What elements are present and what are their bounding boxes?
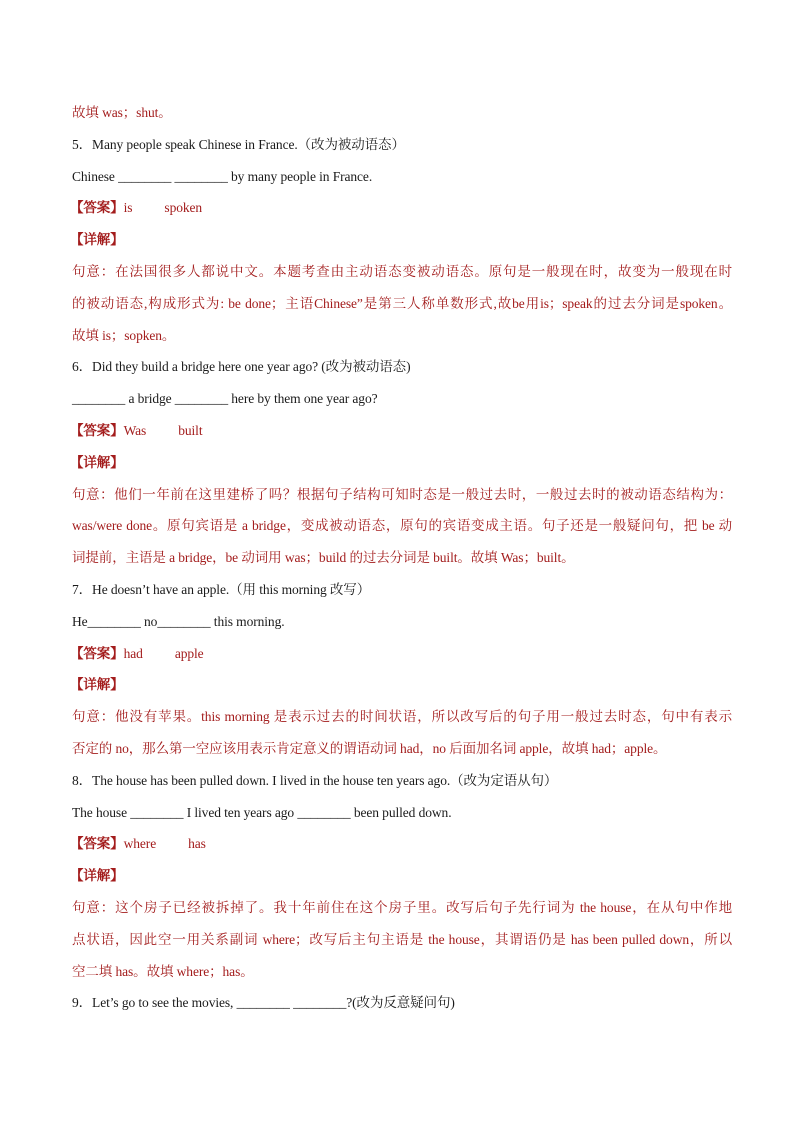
answer-blank-2: apple xyxy=(174,645,204,661)
question-7: 7．He doesn’t have an apple.（用 this morning 改写） xyxy=(72,581,371,597)
answer-blank-1: Was xyxy=(123,422,147,438)
answer-6 xyxy=(72,415,732,447)
answer-5 xyxy=(72,192,732,224)
explanation-7-line-1: 句意：他没有苹果。this morning 是表示过去的时间状语，所以改写后的句子用一般过去时态，句中有表示 xyxy=(72,709,732,725)
detail-tag: 【详解】 xyxy=(70,677,124,693)
question-8: 8．The house has been pulled down. I lived in the house ten years ago.（改为定语从句） xyxy=(72,772,558,788)
detail-tag: 【详解】 xyxy=(70,232,124,248)
explanation-8-line-2: 点状语，因此空一用关系副词 where；改写后主句主语是 the house，其谓语仍是 has been pulled down，所以 xyxy=(72,931,732,947)
answer-blank-1: had xyxy=(123,645,143,661)
question-5: 5．Many people speak Chinese in France.（改为被动语态） xyxy=(72,136,405,152)
explanation-5-line-3: 故填 is；sopken。 xyxy=(72,327,176,343)
detail-tag: 【详解】 xyxy=(70,454,124,470)
explanation-6-line-2: was/were done。原句宾语是 a bridge，变成被动语态，原句的宾语变成主语。句子还是一般疑问句，把 be 动 xyxy=(72,518,732,534)
question-6-blank-line: ________ a bridge ________ here by them one year ago? xyxy=(72,391,378,407)
answer-blank-2: has xyxy=(188,836,206,852)
detail-tag: 【详解】 xyxy=(70,868,124,884)
answer-tag: 【答案】 xyxy=(70,836,124,852)
answer-tag: 【答案】 xyxy=(70,422,124,438)
detail-5 xyxy=(72,224,732,256)
question-5-blank-line: Chinese ________ ________ by many people in France. xyxy=(72,168,373,184)
detail-7 xyxy=(72,669,732,701)
question-6: 6．Did they build a bridge here one year ago? (改为被动语态) xyxy=(72,359,411,375)
explanation-7-line-2: 否定的 no，那么第一空应该用表示肯定意义的谓语动词 had，no 后面加名词 apple，故填 had；apple。 xyxy=(72,740,667,756)
explanation-6-line-1: 句意：他们一年前在这里建桥了吗？根据句子结构可知时态是一般过去时，一般过去时的被动语态结构为： xyxy=(72,486,732,502)
answer-tag: 【答案】 xyxy=(70,200,124,216)
answer-blank-1: is xyxy=(123,200,133,216)
question-9: 9．Let’s go to see the movies, ________ ________?(改为反意疑问句) xyxy=(72,995,455,1011)
explanation-5-line-2: 的被动语态,构成形式为: be done；主语Chinese”是第三人称单数形式,故be用is；speak的过去分词是spoken。 xyxy=(72,295,732,311)
question-8-blank-line: The house ________ I lived ten years ago ________ been pulled down. xyxy=(72,804,452,820)
explanation-5-line-1: 句意：在法国很多人都说中文。本题考查由主动语态变被动语态。原句是一般现在时，故变为一般现在时 xyxy=(72,263,732,279)
document-page xyxy=(72,97,732,1019)
explanation-8-line-1: 句意：这个房子已经被拆掉了。我十年前住在这个房子里。改写后句子先行词为 the house，在从句中作地 xyxy=(72,899,732,915)
answer-blank-2: built xyxy=(178,422,203,438)
explanation-6-line-3: 词提前，主语是 a bridge，be 动词用 was；build 的过去分词是 built。故填 Was；built。 xyxy=(72,550,575,566)
answer-tag: 【答案】 xyxy=(70,645,124,661)
answer-8 xyxy=(72,828,732,860)
question-7-blank-line: He________ no________ this morning. xyxy=(72,613,285,629)
answer-blank-2: spoken xyxy=(164,200,203,216)
answer-7 xyxy=(72,638,732,670)
answer-blank-1: where xyxy=(123,836,157,852)
detail-8 xyxy=(72,860,732,892)
explanation-8-line-3: 空二填 has。故填 where；has。 xyxy=(72,963,254,979)
answer-fill-line: 故填 was；shut。 xyxy=(72,105,172,120)
detail-6 xyxy=(72,447,732,479)
